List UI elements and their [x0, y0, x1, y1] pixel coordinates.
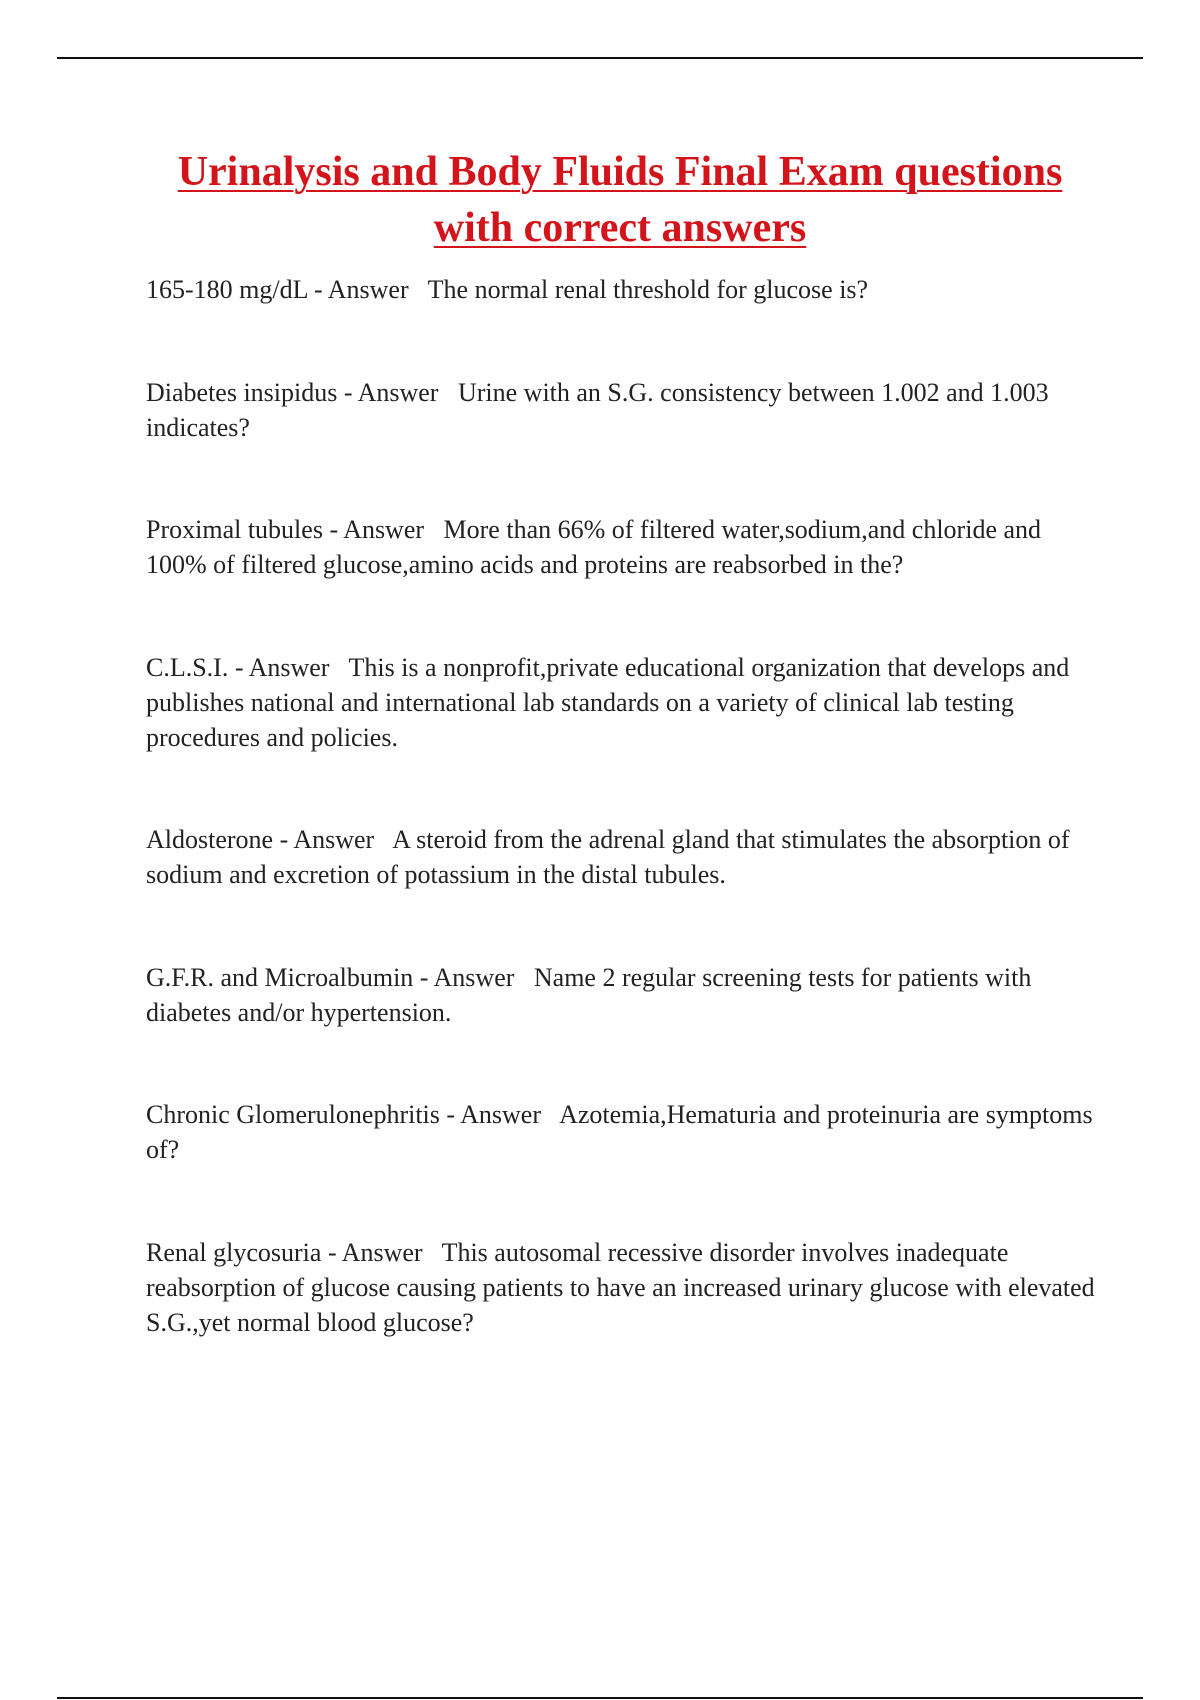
qa-separator: - Answer — [337, 378, 458, 407]
qa-item-6 — [146, 960, 1101, 1030]
qa-question: Urine with an S.G. consistency between 1.002 and 1.003 indicates? — [146, 378, 1049, 442]
qa-item-1 — [146, 272, 1101, 307]
qa-separator: - Answer — [439, 1100, 560, 1129]
qa-question: This is a nonprofit,private educational organization that develops and publishes national and international lab standards on a variety of clinical lab testing procedures and policies. — [146, 653, 1070, 752]
qa-separator: - Answer — [307, 275, 428, 304]
qa-question: Azotemia,Hematuria and proteinuria are symptoms of? — [146, 1100, 1093, 1164]
qa-separator: - Answer — [228, 653, 349, 682]
qa-separator: - Answer — [322, 515, 444, 544]
qa-answer: C.L.S.I. — [146, 653, 229, 682]
qa-question: Name 2 regular screening tests for patients with diabetes and/or hypertension. — [146, 963, 1032, 1027]
qa-item-2 — [146, 375, 1101, 445]
qa-separator: - Answer — [273, 825, 393, 854]
qa-answer: Renal glycosuria — [146, 1238, 322, 1267]
qa-item-4 — [146, 650, 1101, 755]
qa-item-7 — [146, 1097, 1101, 1167]
title-line-2: with correct answers — [433, 205, 807, 251]
qa-answer: Proximal tubules — [146, 515, 323, 544]
title-line-1: Urinalysis and Body Fluids Final Exam questions — [177, 149, 1063, 195]
qa-answer: Chronic Glomerulonephritis — [146, 1100, 440, 1129]
qa-answer: Aldosterone — [146, 825, 274, 854]
qa-question: More than 66% of filtered water,sodium,and chloride and 100% of filtered glucose,amino acids and proteins are reabsorbed in the? — [146, 515, 1042, 579]
qa-question: This autosomal recessive disorder involves inadequate reabsorption of glucose causing patients to have an increased urinary glucose with elevated S.G.,yet normal blood glucose? — [146, 1238, 1095, 1337]
qa-item-5 — [146, 822, 1101, 892]
bottom-rule — [57, 1697, 1143, 1699]
qa-question: A steroid from the adrenal gland that stimulates the absorption of sodium and excretion of potassium in the distal tubules. — [146, 825, 1070, 889]
qa-item-3 — [146, 512, 1101, 582]
qa-item-8 — [146, 1235, 1101, 1340]
qa-answer: Diabetes insipidus — [146, 378, 338, 407]
qa-answer: 165-180 mg/dL — [146, 275, 308, 304]
qa-question: The normal renal threshold for glucose is? — [427, 275, 869, 304]
qa-separator: - Answer — [321, 1238, 442, 1267]
qa-answer: G.F.R. and Microalbumin — [146, 963, 414, 992]
qa-separator: - Answer — [413, 963, 534, 992]
